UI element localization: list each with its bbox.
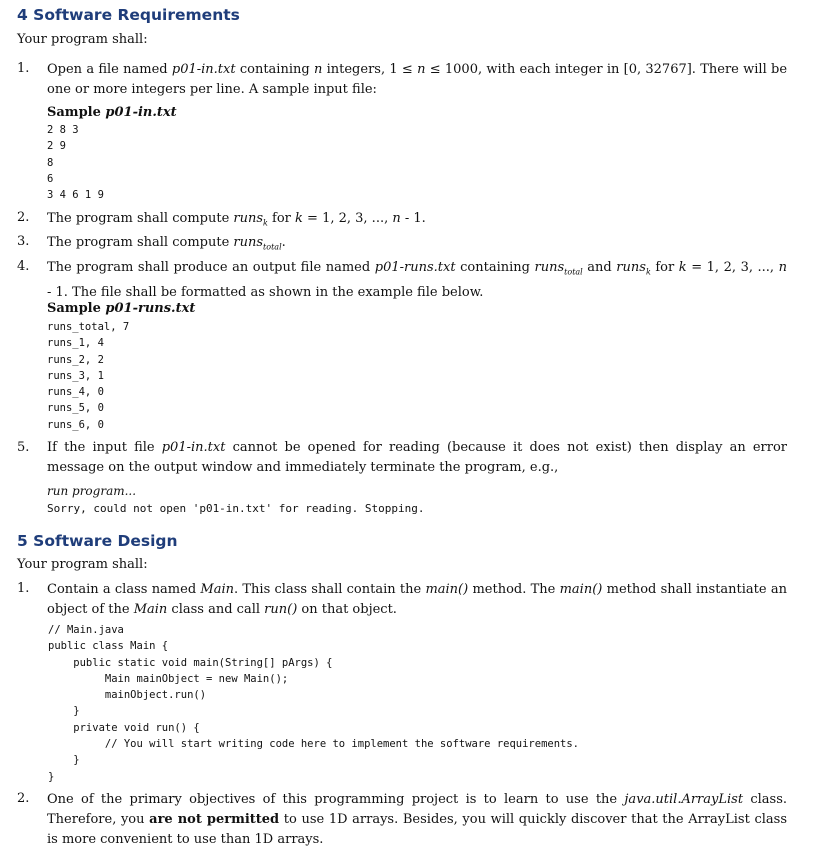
item-number: 1.	[17, 61, 30, 76]
req-item-1: Open a file named p01-in.txt containing n integers, 1 ≤ n ≤ 1000, with each integer in [0, 32767]. There will be one or more integers per line. A sample input file:	[47, 62, 788, 97]
sample-output-code: runs_total, 7 runs_1, 4 runs_2, 2 runs_3, 1 runs_4, 0 runs_5, 0 runs_6, 0	[47, 321, 130, 431]
req-item-3: The program shall compute runs$_{total}$.	[47, 235, 286, 252]
item-number: 1.	[17, 581, 30, 596]
main-java-code: // Main.java public class Main { public static void main(String[] pArgs) { Main mainObject = new Main(); mainObject.run() } private void run() { // You will start writing code here to implement the software requirements. } }	[48, 624, 580, 783]
item-number: 4.	[17, 259, 30, 274]
req-item-5: If the input file p01-in.txt cannot be opened for reading (because it does not exist) then display an error message on the output window and immediately terminate the program, e.g.,	[47, 440, 787, 475]
run-program-text: run program...	[47, 484, 137, 498]
item-number: 2.	[17, 791, 30, 806]
error-message: Sorry, could not open 'p01-in.txt' for reading. Stopping.	[47, 502, 425, 515]
section-5-heading: 5 Software Design	[17, 532, 178, 550]
design-item-2: One of the primary objectives of this programming project is to learn to use the java.util.ArrayList class. Therefore, you are not permitted to use 1D arrays. Besides, you will quickly discover that the ArrayList class is more convenient to use than 1D arrays.	[47, 792, 788, 847]
design-item-1: Contain a class named Main. This class shall contain the main() method. The main() method shall instantiate an object of the Main class and call run() on that object.	[47, 582, 787, 617]
req-item-2: The program shall compute runs$_k$ for k = 1, 2, 3, ..., n - 1.	[47, 211, 426, 228]
sample-input-label: Sample p01-in.txt	[47, 105, 177, 120]
sample-input-code: 2 8 3 2 9 8 6 3 4 6 1 9	[47, 124, 104, 202]
section-4-intro: Your program shall:	[17, 32, 148, 47]
req-item-4: The program shall produce an output file named p01-runs.txt containing runs$_{total}$ and runs$_k$ for k = 1, 2, 3, ..., n - 1. The file shall be formatted as shown in the example file below.	[47, 260, 787, 300]
item-number: 3.	[17, 234, 30, 249]
item-number: 2.	[17, 210, 30, 225]
sample-output-label: Sample p01-runs.txt	[47, 301, 196, 316]
section-4-heading: 4 Software Requirements	[17, 6, 240, 24]
section-5-intro: Your program shall:	[17, 557, 148, 572]
item-number: 5.	[17, 440, 30, 455]
